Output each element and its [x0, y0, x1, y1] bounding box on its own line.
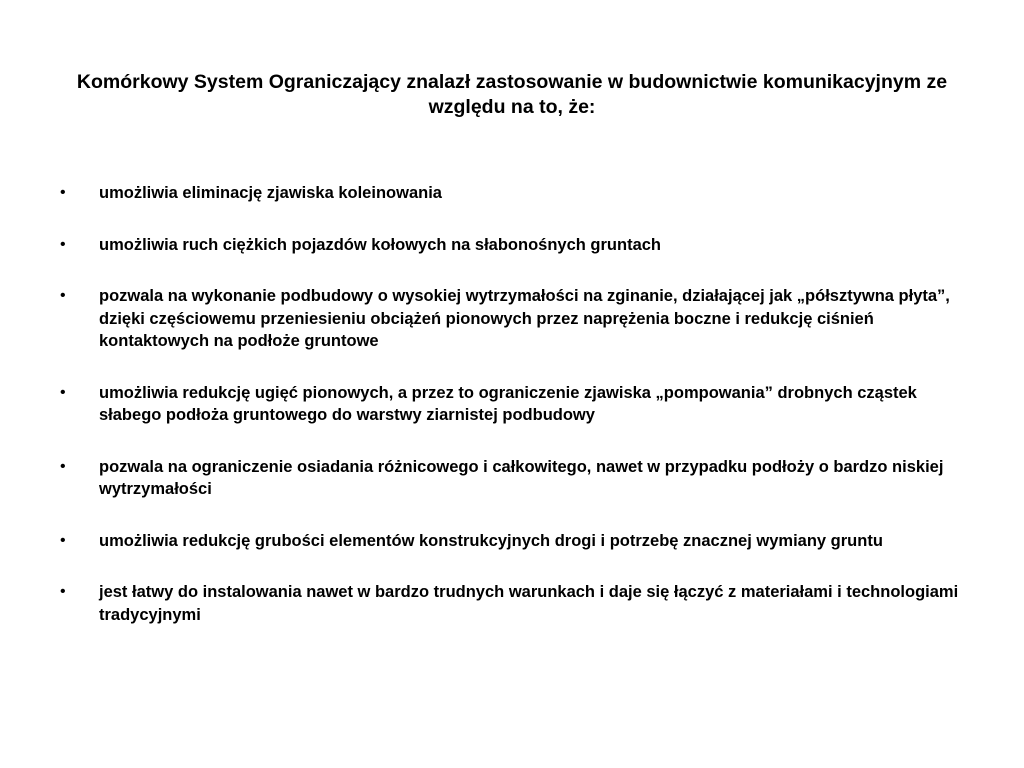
list-item-text: umożliwia eliminację zjawiska koleinowania — [99, 184, 442, 202]
bullet-icon: • — [60, 287, 66, 304]
list-item-text: umożliwia ruch ciężkich pojazdów kołowych na słabonośnych gruntach — [99, 235, 662, 254]
list-item — [0, 182, 1024, 205]
bullet-icon: • — [60, 583, 66, 600]
list-item-text: pozwala na ograniczenie osiadania różnicowego i całkowitego, nawet w przypadku podłoży o bardzo niskiej wytrzymałości — [99, 457, 944, 498]
list-item — [0, 581, 1024, 626]
list-item — [0, 530, 1024, 553]
bullet-icon: • — [60, 457, 66, 475]
bullet-icon: • — [60, 235, 66, 253]
list-item-text: umożliwia redukcję ugięć pionowych, a przez to ograniczenie zjawiska „pompowania” drobnych cząstek słabego podłoża gruntowego do warstwy ziarnistej podbudowy — [99, 383, 917, 424]
list-item — [0, 234, 1024, 257]
list-item-text: jest łatwy do instalowania nawet w bardzo trudnych warunkach i daje się łączyć z materiałami i technologiami tradycyjnymi — [99, 583, 959, 624]
bullet-icon: • — [60, 383, 66, 401]
list-item — [0, 382, 1024, 427]
bullet-list — [0, 182, 1024, 655]
slide-title: Komórkowy System Ograniczający znalazł zastosowanie w budownictwie komunikacyjnym ze względu na to, że: — [76, 71, 948, 118]
list-item — [0, 456, 1024, 501]
list-item-text: pozwala na wykonanie podbudowy o wysokiej wytrzymałości na zginanie, działającej jak „półsztywna płyta”, dzięki częściowemu przeniesieniu obciążeń pionowych przez naprężenia boczne i redukcję ciśnień kontaktowych na podłoże gruntowe — [99, 287, 950, 350]
bullet-icon: • — [60, 531, 66, 549]
bullet-icon: • — [60, 184, 66, 201]
list-item — [0, 285, 1024, 353]
list-item-text: umożliwia redukcję grubości elementów konstrukcyjnych drogi i potrzebę znacznej wymiany gruntu — [99, 531, 883, 550]
